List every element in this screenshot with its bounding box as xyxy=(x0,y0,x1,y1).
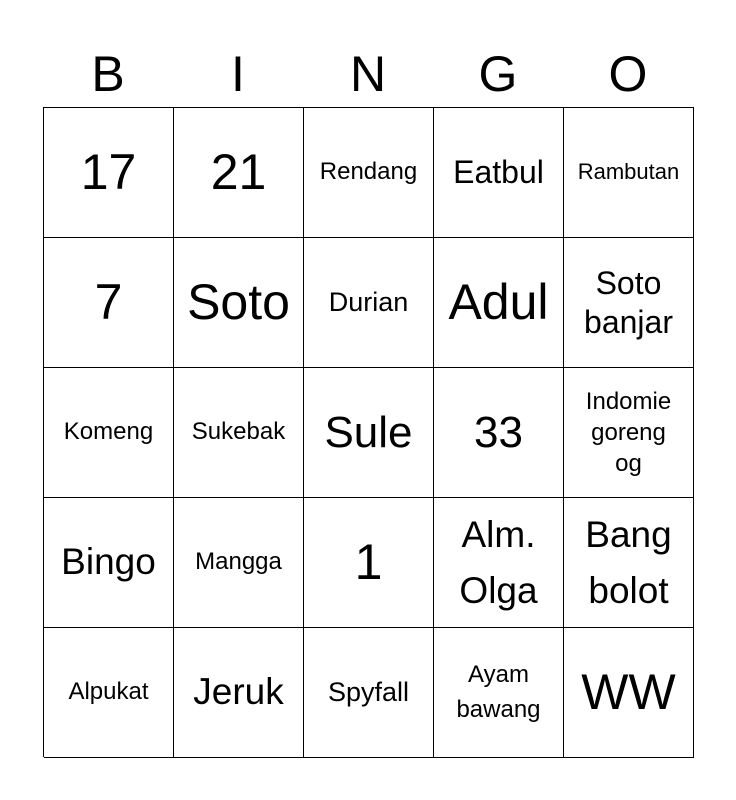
header-letter-n: N xyxy=(349,46,387,102)
cell-label: Sukebak xyxy=(191,418,286,446)
bingo-cell-r4-c1[interactable] xyxy=(44,498,174,628)
header-letter-b: B xyxy=(91,46,125,102)
cell-label: Bang bolot xyxy=(585,514,672,611)
bingo-cell-r5-c2[interactable] xyxy=(174,628,304,758)
cell-label: Sule xyxy=(324,407,413,457)
bingo-cell-r5-c5[interactable] xyxy=(564,628,694,758)
bingo-cell-r2-c2[interactable] xyxy=(174,238,304,368)
cell-label: Adul xyxy=(448,274,549,330)
bingo-cell-r3-c5[interactable] xyxy=(564,368,694,498)
bingo-cell-r1-c2[interactable] xyxy=(174,108,304,238)
cell-label: 1 xyxy=(354,534,383,590)
cell-label: Rambutan xyxy=(577,159,680,185)
bingo-board xyxy=(43,107,694,757)
bingo-cell-r4-c2[interactable] xyxy=(174,498,304,628)
bingo-cell-r4-c4[interactable] xyxy=(434,498,564,628)
cell-label: 33 xyxy=(474,407,523,457)
header-letter-o: O xyxy=(608,46,648,102)
bingo-cell-r5-c4[interactable] xyxy=(434,628,564,758)
header-letter-i: I xyxy=(231,46,245,102)
bingo-cell-r3-c1[interactable] xyxy=(44,368,174,498)
cell-label: Alm. Olga xyxy=(459,514,538,611)
cell-label: Soto banjar xyxy=(584,265,673,340)
bingo-cell-r5-c3[interactable] xyxy=(304,628,434,758)
bingo-cell-r3-c3[interactable] xyxy=(304,368,434,498)
bingo-cell-r1-c3[interactable] xyxy=(304,108,434,238)
cell-label: Alpukat xyxy=(68,678,149,706)
bingo-cell-r2-c5[interactable] xyxy=(564,238,694,368)
cell-label: 21 xyxy=(210,144,267,200)
bingo-header xyxy=(43,40,693,108)
cell-label: 7 xyxy=(94,274,123,330)
cell-label: Bingo xyxy=(61,541,156,583)
cell-label: Durian xyxy=(328,286,409,317)
bingo-cell-r4-c5[interactable] xyxy=(564,498,694,628)
cell-label: Soto xyxy=(187,274,290,330)
cell-label: Spyfall xyxy=(327,676,410,707)
cell-label: 17 xyxy=(80,144,137,200)
bingo-cell-r3-c4[interactable] xyxy=(434,368,564,498)
cell-label: WW xyxy=(581,664,676,720)
bingo-cell-r4-c3[interactable] xyxy=(304,498,434,628)
cell-label: Jeruk xyxy=(193,671,284,713)
bingo-cell-r2-c4[interactable] xyxy=(434,238,564,368)
cell-label: Rendang xyxy=(319,158,418,186)
bingo-cell-r1-c4[interactable] xyxy=(434,108,564,238)
bingo-cell-r2-c1[interactable] xyxy=(44,238,174,368)
cell-label: Mangga xyxy=(195,548,282,576)
bingo-cell-r5-c1[interactable] xyxy=(44,628,174,758)
cell-label: Eatbul xyxy=(453,154,544,191)
cell-label: Indomie goreng og xyxy=(585,387,672,478)
cell-label: Ayam bawang xyxy=(456,660,541,723)
header-letter-g: G xyxy=(478,46,518,102)
bingo-cell-r2-c3[interactable] xyxy=(304,238,434,368)
bingo-cell-r1-c1[interactable] xyxy=(44,108,174,238)
cell-label: Komeng xyxy=(63,418,154,446)
bingo-cell-r1-c5[interactable] xyxy=(564,108,694,238)
bingo-cell-r3-c2[interactable] xyxy=(174,368,304,498)
